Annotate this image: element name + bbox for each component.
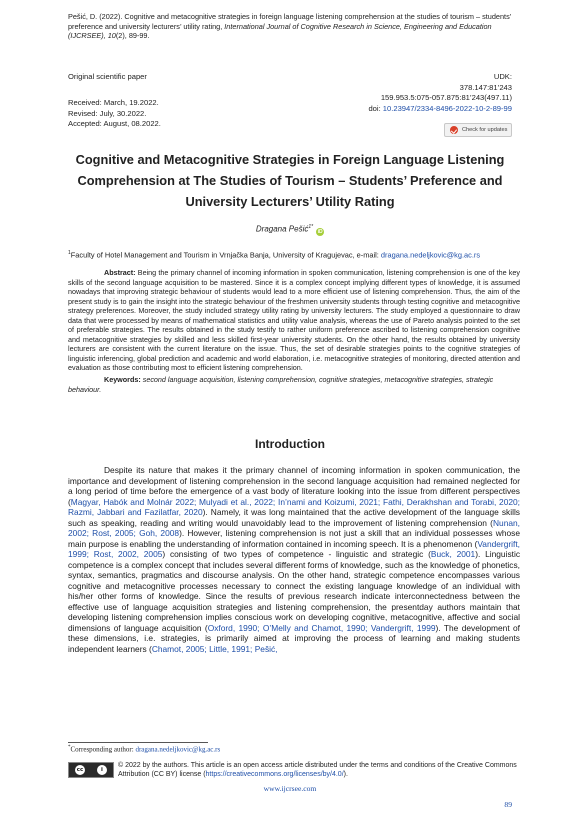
intro-text-6: ). The development of these dimensions, i.e. strategies, is primarily aimed at improving the process of learning and making students independent learners ( <box>68 622 521 654</box>
intro-text-5: ). Linguistic competence is a complex concept that includes several different forms of knowledge, such as the knowledge of phonetics, syntax, semantics, pragmatics and discourse analysis. On the other hand, strategic competence encompasses various cognitive and metacognitive processes necessary to connect the existing language knowledge of an individual with his/her other forms of knowledge. Since the results of previous research indicate interconnectedness between the effective use of language acquisition strategies and listening comprehension, the presentday authors maintain that developing listening comprehension implies conscious work on developing cognitive, metacognitive, affective and social dimensions of language acquisition ( <box>68 549 521 633</box>
date-info <box>68 98 161 130</box>
doi <box>368 104 512 115</box>
license-close: ). <box>343 771 348 778</box>
citation-link-4[interactable]: Buck, 2001 <box>430 549 476 559</box>
abstract-label: Abstract: <box>104 268 136 277</box>
intro-text-2: ). Namely, it was long maintained that the active development of the language skills such as speaking, reading and writing would unavoidably lead to the improvement of listening comprehension ( <box>68 507 520 528</box>
page-number: 89 <box>504 800 512 809</box>
footnote <box>68 745 220 753</box>
license-body: © 2022 by the authors. This article is an open access article distributed under the terms and conditions of the Creative Commons Attribution (CC BY) license ( <box>118 762 517 778</box>
section-heading-introduction: Introduction <box>255 437 325 451</box>
keywords <box>68 375 520 394</box>
author-sup: 1* <box>308 224 314 230</box>
udk-label: UDK: <box>493 72 512 81</box>
journal-name: International Journal of Cognitive Research in Science, Engineering and Education (IJCRSEE), 10 <box>68 21 492 41</box>
introduction-body <box>68 465 520 654</box>
citation-link-2[interactable]: Nunan, 2002; Rost, 2005; Goh, 2008 <box>68 517 520 538</box>
license-text <box>118 761 522 779</box>
affiliation-sup: 1 <box>68 250 71 256</box>
check-updates-icon <box>450 126 458 134</box>
intro-text-1: Despite its nature that makes it the primary channel of incoming information in spoken communication, the importance and development of listening comprehension in the second language acquisition had remained neglected for a long period of time before the emergence of a vast body of literature looking into the issue from different perspectives ( <box>68 465 520 507</box>
affiliation-text: Faculty of Hotel Management and Tourism in Vrnjačka Banja, University of Kragujevac, e-mail: <box>70 250 381 260</box>
citation-link-5[interactable]: Oxford, 1990; O’Melly and Chamot, 1990; Vandergrift, 1999 <box>207 622 436 633</box>
license-link[interactable]: https://creativecommons.org/licenses/by/4.0/ <box>205 771 344 778</box>
abstract-text: Being the primary channel of incoming information in spoken communication, listening comprehension is one of the key skills of the second language acquisition to be mastered. Since it is a complex concept implying different types of knowledge, it is assumed nowadays that improving strategic behaviour of students would lead to a more efficient use of listening comprehension. Thus, the aim of the present study is to gain the insight into the strategic behaviour of the freshmen university students through testing cognitive and metacognitive strategy preferences. Moreover, the study included strategy utility rating by university lecturers. The study employed a questionnaire to draw data that were processed by means of mathematical statistics and utility value analysis, whereas the use of Pareto analysis pointed to the set of preferable strategies. The results obtained in the study testify to rather uniform preference ascribed to listening comprehension cognitive and metacognitive strategies by skilled and less skilled first-year university students. On the other hand, the results obtained by university lecturers are consistent with the current literature on the issue. Thus, the set of desirable strategies points to the cognitive strategies of linguistic inferencing, global prediction and academic and world elaboration, i.e. metacognitive strategies of monitoring, directed attention and evaluation as those contributing most to efficient listening comprehension. <box>68 268 520 372</box>
cc-icon: cc <box>76 767 84 773</box>
abstract <box>68 268 520 373</box>
intro-paragraph <box>68 465 520 654</box>
citation-link-3[interactable]: Vandergrift, 1999; Rost, 2002, 2005 <box>68 538 520 559</box>
by-attribution-icon: i <box>97 765 107 775</box>
intro-text-3: ). However, listening comprehension is not just a skill that an individual possesses whose main purpose is enabling the understanding of information contained in incoming speech. It is a phenomenon ( <box>68 528 520 549</box>
keywords-label: Keywords: <box>104 375 141 384</box>
article-title: Cognitive and Metacognitive Strategies in Foreign Language Listening Comprehension at The Studies of Tourism – Students’ Preference and University Lecturers’ Utility Rating <box>75 152 505 209</box>
keywords-text: second language acquisition, listening comprehension, cognitive strategies, metacognitive strategies, strategic behaviour. <box>68 375 494 394</box>
cc-by-license-badge[interactable] <box>68 762 114 778</box>
footnote-sup: * <box>68 745 71 750</box>
journal-website-link[interactable]: www.ijcrsee.com <box>263 784 317 793</box>
footnote-label: Corresponding author: <box>70 745 136 754</box>
affiliation <box>68 250 520 259</box>
received-date: Received: March, 19.2022. <box>68 98 159 107</box>
doi-prefix: doi: <box>368 103 383 113</box>
citation-link-6[interactable]: Chamot, 2005; Little, 1991; Pešić, <box>151 643 278 654</box>
journal-website <box>0 784 580 793</box>
citation-link-1[interactable]: Magyar, Habók and Molnár 2022; Mulyadi et al., 2022; In’nami and Koizumi, 2021; Fathi, Derakhshan and Torabi, 2020; Razmi, Jabbari and Fazilatfar, 2020 <box>68 496 520 517</box>
citation-text: Pešić, D. (2022). Cognitive and metacognitive strategies in foreign language listening comprehension at the studies of tourism – students’ preference and university lecturers’ utility rating, <box>68 12 512 31</box>
footnote-divider <box>68 742 208 743</box>
paper-type: Original scientific paper <box>68 72 147 81</box>
citation-header <box>68 12 520 41</box>
doi-link[interactable]: 10.23947/2334-8496-2022-10-2-89-99 <box>382 103 512 113</box>
author-line <box>60 224 520 236</box>
author-name: Dragana Pešić <box>255 224 309 234</box>
check-updates-label: Check for updates <box>462 127 508 133</box>
issue-pages: (2), 89-99. <box>115 31 150 41</box>
udk-line2: 159.953.5:075-057.875:81’243(497.11) <box>380 93 512 103</box>
footnote-email-link[interactable]: dragana.nedeljkovic@kg.ac.rs <box>135 745 221 754</box>
intro-text-4: ) consisting of two types of competence - linguistic and strategic ( <box>162 549 431 559</box>
udk-block <box>368 72 512 114</box>
orcid-icon[interactable]: iD <box>317 228 323 235</box>
accepted-date: Accepted: August, 08.2022. <box>68 119 161 129</box>
udk-line1: 378.147:81’243 <box>459 82 512 92</box>
affiliation-email-link[interactable]: dragana.nedeljkovic@kg.ac.rs <box>380 250 481 260</box>
check-updates-button[interactable] <box>444 123 512 137</box>
revised-date: Revised: July, 30.2022. <box>68 108 147 118</box>
